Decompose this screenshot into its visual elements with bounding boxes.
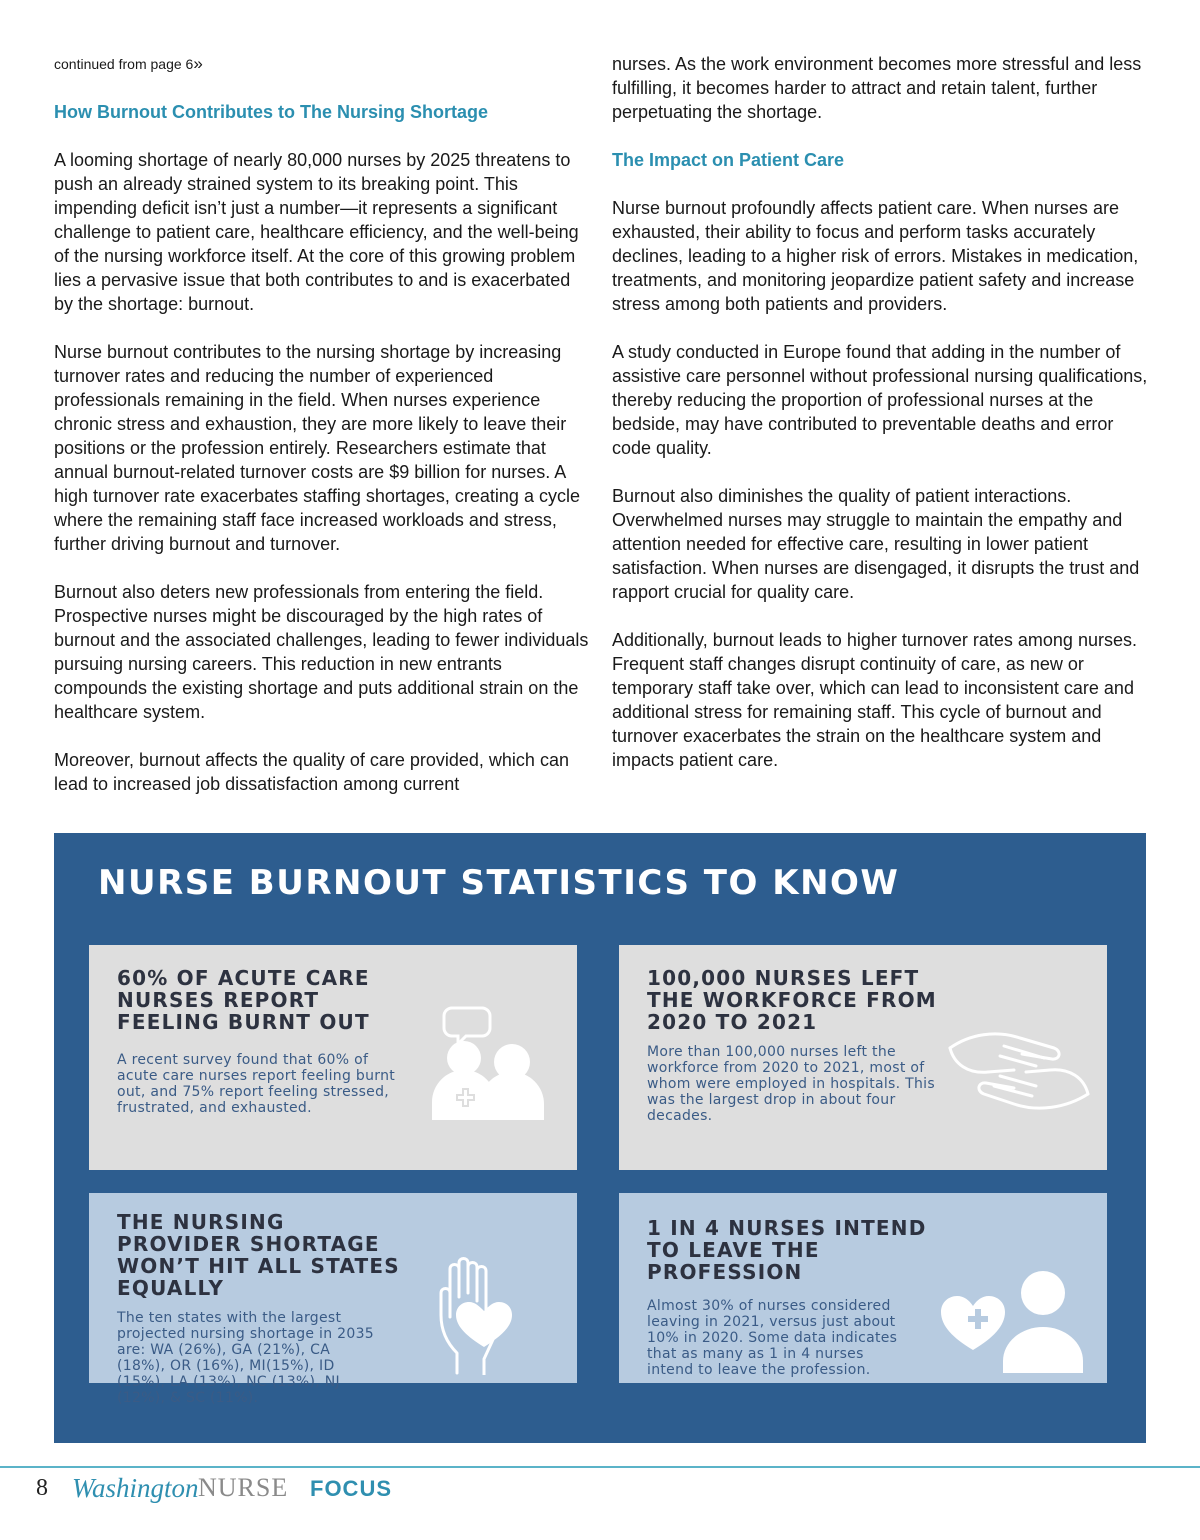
paragraph: Burnout also deters new professionals from entering the field. Prospective nurses might be discouraged by the high rates of burnout and the associated challenges, leading to fewer individuals pursuing nursing careers. This reduction in new entrants compounds the existing shortage and puts additional strain on the healthcare system. xyxy=(54,582,589,722)
section-heading-patient-care: The Impact on Patient Care xyxy=(612,150,845,170)
paragraph: Nurse burnout contributes to the nursing shortage by increasing turnover rates and reducing the number of experienced professionals remaining in the field. When nurses experience chronic stress and exhaustion, they are more likely to leave their positions or the profession entirely. Researchers estimate that annual burnout-related turnover costs are $9 billion for nurses. A high turnover rate exacerbates staffing shortages, creating a cycle where the remaining staff face increased workloads and stress, further driving burnout and turnover. xyxy=(54,342,580,554)
stat-card-body: A recent survey found that 60% of acute care nurses report feeling burnt out, and 75% report feeling stressed, frustrated, and exhausted. xyxy=(117,1052,396,1116)
page-number: 8 xyxy=(36,1475,48,1501)
infographic-title: NURSE BURNOUT STATISTICS TO KNOW xyxy=(98,863,900,903)
hands-icon xyxy=(944,1020,1094,1135)
stat-card-body: More than 100,000 nurses left the workforce from 2020 to 2021, most of whom were employed in hospitals. This was the largest drop in about four decades. xyxy=(647,1044,935,1124)
article-right-column xyxy=(612,52,1152,796)
brand-washington: Washington xyxy=(72,1473,199,1503)
continued-arrow: » xyxy=(193,54,203,73)
paragraph: Burnout also diminishes the quality of patient interactions. Overwhelmed nurses may struggle to maintain the empathy and attention needed for effective care, resulting in lower patient satisfaction. When nurses are disengaged, it disrupts the trust and rapport crucial for quality care. xyxy=(612,486,1140,602)
stat-card-acute-care xyxy=(89,945,577,1170)
hand-heart-icon xyxy=(429,1255,539,1375)
paragraph: Additionally, burnout leads to higher turnover rates among nurses. Frequent staff changes disrupt continuity of care, as new or temporary staff take over, which can lead to inconsistent care and additional stress for remaining staff. This cycle of burnout and turnover exacerbates the strain on the healthcare system and impacts patient care. xyxy=(612,630,1137,770)
burnout-statistics-infographic xyxy=(54,833,1146,1443)
paragraph: Moreover, burnout affects the quality of care provided, which can lead to increased job dissatisfaction among current xyxy=(54,750,569,794)
continued-note: continued from page 6» xyxy=(54,54,203,73)
article-left-column xyxy=(54,52,594,820)
footer-rule xyxy=(0,1466,1200,1468)
paragraph: A study conducted in Europe found that adding in the number of assistive care personnel without professional nursing qualifications, thereby reducing the proportion of professional nurses at the bedside, may have contributed to preventable deaths and error code quality. xyxy=(612,342,1148,458)
stat-card-intend-to-leave xyxy=(619,1193,1107,1383)
stat-card-body: Almost 30% of nurses considered leaving in 2021, versus just about 10% in 2020. Some data indicates that as many as 1 in 4 nurses intend to leave the profession. xyxy=(647,1298,898,1378)
stat-card-heading: 100,000 NURSES LEFT THE WORKFORCE FROM 2020 TO 2021 xyxy=(647,966,937,1034)
section-heading-burnout-shortage: How Burnout Contributes to The Nursing Shortage xyxy=(54,102,488,122)
paragraph-continuation: nurses. As the work environment becomes more stressful and less fulfilling, it becomes harder to attract and retain talent, further perpetuating the shortage. xyxy=(612,54,1142,122)
stat-card-heading: 1 IN 4 NURSES INTEND TO LEAVE THE PROFESSION xyxy=(647,1216,927,1284)
brand-nurse: NURSE xyxy=(198,1473,289,1502)
heart-person-icon xyxy=(939,1268,1089,1373)
paragraph: A looming shortage of nearly 80,000 nurses by 2025 threatens to push an already strained system to its breaking point. This impending deficit isn’t just a number—it represents a significant challenge to patient care, healthcare efficiency, and the well-being of the nursing workforce itself. At the core of this growing problem lies a pervasive issue that both contributes to and is exacerbated by the shortage: burnout. xyxy=(54,150,579,314)
stat-card-heading: THE NURSING PROVIDER SHORTAGE WON’T HIT ALL STATES EQUALLY xyxy=(117,1210,400,1300)
people-medical-icon xyxy=(424,1000,554,1120)
stat-card-heading: 60% OF ACUTE CARE NURSES REPORT FEELING BURNT OUT xyxy=(117,966,370,1034)
stat-card-workforce-drop xyxy=(619,945,1107,1170)
paragraph: Nurse burnout profoundly affects patient care. When nurses are exhausted, their ability to focus and perform tasks accurately declines, leading to a higher risk of errors. Mistakes in medication, treatments, and monitoring jeopardize patient safety and increase stress among both patients and providers. xyxy=(612,198,1139,314)
stat-card-state-shortage xyxy=(89,1193,577,1406)
stat-card-body: The ten states with the largest projected nursing shortage in 2035 are: WA (26%), GA (21%), CA (18%), OR (16%), MI(15%), ID (15%), LA (13%), NC (13%), NJ (12%), & SC (11%). xyxy=(117,1310,374,1406)
brand-focus: FOCUS xyxy=(310,1476,392,1501)
